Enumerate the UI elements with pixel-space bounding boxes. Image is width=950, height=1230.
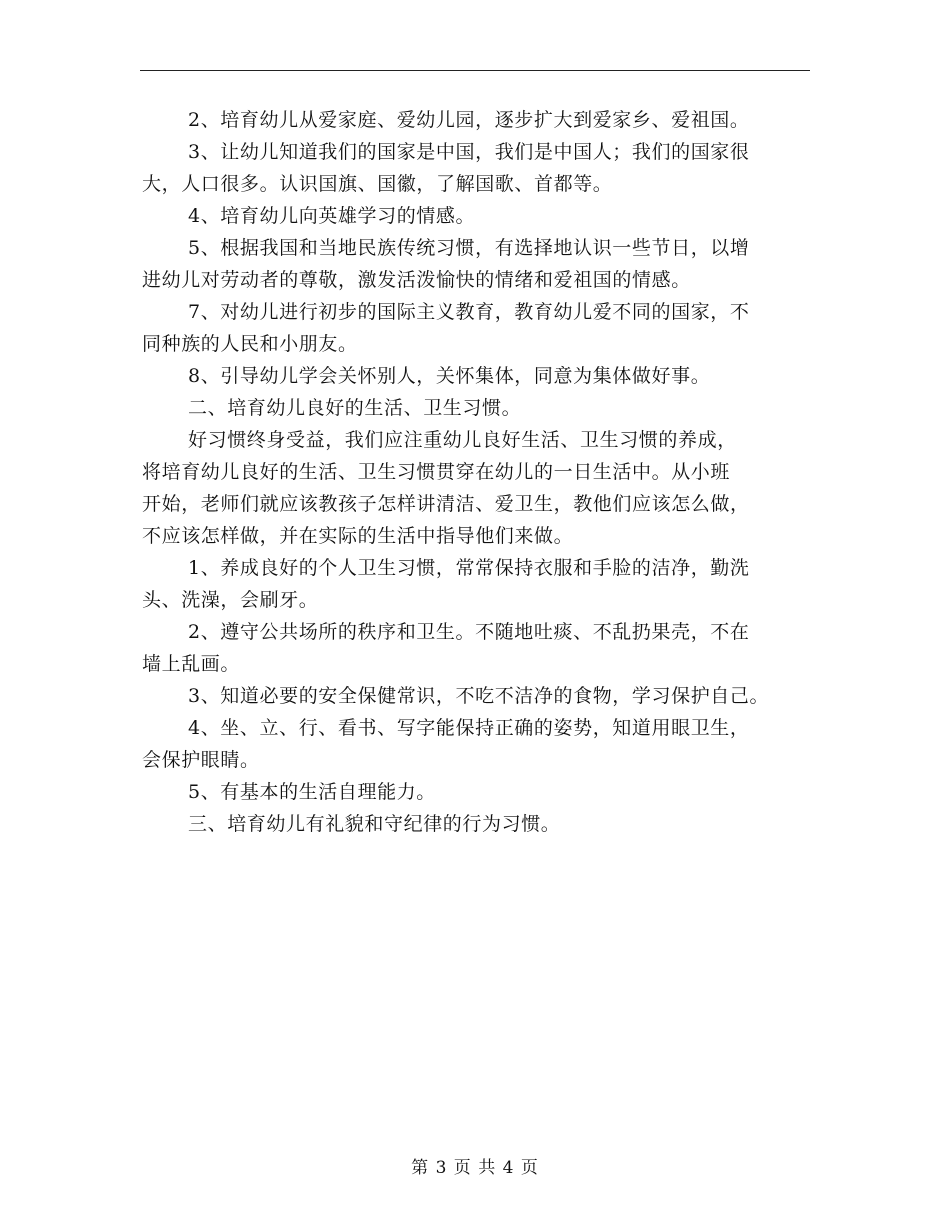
- paragraph-line: 进幼儿对劳动者的尊敬，激发活泼愉快的情绪和爱祖国的情感。: [142, 269, 691, 291]
- paragraph-line: 不应该怎样做，并在实际的生活中指导他们来做。: [142, 525, 574, 547]
- paragraph-line: 8、引导幼儿学会关怀别人，关怀集体，同意为集体做好事。: [188, 365, 711, 387]
- paragraph-line: 1、养成良好的个人卫生习惯，常常保持衣服和手脸的洁净，勤洗: [188, 557, 750, 579]
- paragraph-line: 开始，老师们就应该教孩子怎样讲清洁、爱卫生，教他们应该怎么做，: [142, 493, 750, 515]
- paragraph-line: 会保护眼睛。: [142, 749, 260, 771]
- paragraph-line: 大，人口很多。认识国旗、国徽，了解国歌、首都等。: [142, 173, 613, 195]
- page-number-footer: 第 3 页 共 4 页: [411, 1158, 539, 1178]
- paragraph-line: 5、有基本的生活自理能力。: [188, 781, 436, 803]
- paragraph-line: 2、遵守公共场所的秩序和卫生。不随地吐痰、不乱扔果壳，不在: [188, 621, 750, 643]
- paragraph-line: 头、洗澡，会刷牙。: [142, 589, 319, 611]
- paragraph-line: 同种族的人民和小朋友。: [142, 333, 358, 355]
- paragraph-line: 2、培育幼儿从爱家庭、爱幼儿园，逐步扩大到爱家乡、爱祖国。: [188, 109, 750, 131]
- paragraph-line: 3、让幼儿知道我们的国家是中国，我们是中国人；我们的国家很: [188, 141, 750, 163]
- header-rule: [140, 70, 810, 71]
- document-body: [142, 104, 812, 840]
- paragraph-line: 4、培育幼儿向英雄学习的情感。: [188, 205, 476, 227]
- paragraph-line: 将培育幼儿良好的生活、卫生习惯贯穿在幼儿的一日生活中。从小班: [142, 461, 731, 483]
- paragraph-line: 5、根据我国和当地民族传统习惯，有选择地认识一些节日，以增: [188, 237, 750, 259]
- paragraph-line: 墙上乱画。: [142, 653, 241, 675]
- section-heading: 二、培育幼儿良好的生活、卫生习惯。: [188, 397, 522, 419]
- paragraph-line: 7、对幼儿进行初步的国际主义教育，教育幼儿爱不同的国家，不: [188, 301, 750, 323]
- paragraph-line: 好习惯终身受益，我们应注重幼儿良好生活、卫生习惯的养成，: [188, 429, 737, 451]
- section-heading: 三、培育幼儿有礼貌和守纪律的行为习惯。: [188, 813, 561, 835]
- paragraph-line: 4、坐、立、行、看书、写字能保持正确的姿势，知道用眼卫生，: [188, 717, 750, 739]
- paragraph-line: 3、知道必要的安全保健常识，不吃不洁净的食物，学习保护自己。: [188, 685, 770, 707]
